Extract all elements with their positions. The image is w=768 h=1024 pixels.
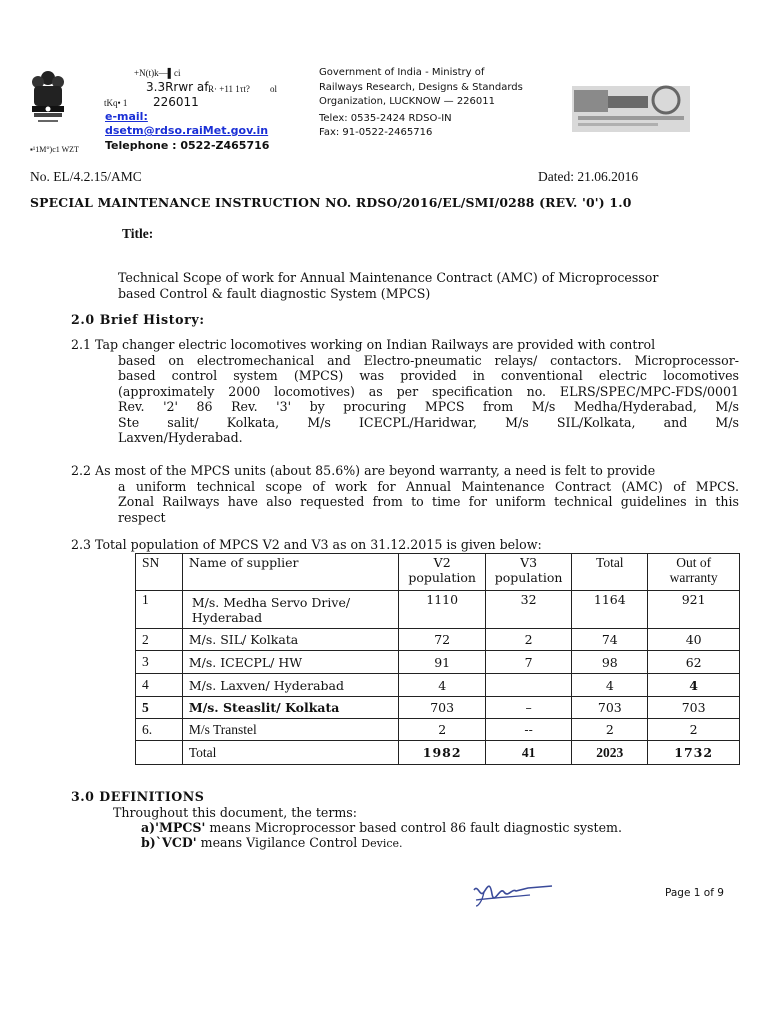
paragraph-2-2 bbox=[71, 463, 739, 525]
paragraph-2-2-line: a uniform technical scope of work for Annual Maintenance Contract (AMC) of MPCS. bbox=[118, 478, 739, 494]
definition-a bbox=[141, 820, 622, 835]
title-text-line-2: based Control & fault diagnostic System (MPCS) bbox=[118, 286, 431, 301]
cell-supplier: M/s. Medha Servo Drive/ Hyderabad bbox=[182, 591, 399, 629]
cell-supplier: M/s. ICECPL/ HW bbox=[182, 651, 399, 674]
paragraph-2-2-first-line: 2.2 As most of the MPCS units (about 85.6%) are beyond warranty, a need is felt to provide bbox=[71, 463, 656, 478]
paragraph-2-1-line: Ste salit/ Kolkata, M/s ICECPL/Haridwar, M/s SIL/Kolkata, and M/s bbox=[118, 414, 739, 430]
definition-b-tail: Device. bbox=[361, 837, 403, 850]
header-sn: SN bbox=[136, 554, 183, 591]
paragraph-2-3: 2.3 Total population of MPCS V2 and V3 as on 31.12.2015 is given below: bbox=[71, 537, 542, 552]
org-address-line-2: Railways Research, Designs & Standards bbox=[319, 81, 523, 93]
cell-total: 2 bbox=[572, 719, 648, 741]
letterhead-hindi-line-1: +N(t)k—▌ci bbox=[134, 68, 181, 78]
section-2-heading: 2.0 Brief History: bbox=[71, 312, 205, 327]
table-row bbox=[136, 651, 740, 674]
letterhead-hindi-line-2: 3.3Rrwr аf bbox=[146, 80, 209, 94]
definition-a-term: a)'MPCS' bbox=[141, 820, 206, 835]
cell-supplier-text: M/s. Steaslit/ Kolkata bbox=[188, 700, 340, 715]
cell-v2: 2 bbox=[399, 719, 485, 741]
cell-total-label: Total bbox=[182, 741, 399, 765]
cell-v3: 7 bbox=[485, 651, 571, 674]
cell-v2-total: 1982 bbox=[399, 741, 485, 765]
email-link[interactable]: dsetm@rdso.raiMet.gov.in bbox=[105, 124, 269, 137]
rdso-logo-icon bbox=[572, 78, 690, 138]
cell-v3: – bbox=[485, 697, 571, 719]
org-address-line-3: Organization, LUCKNOW — 226011 bbox=[319, 96, 495, 107]
definition-b bbox=[141, 835, 403, 850]
cell-v2: 91 bbox=[399, 651, 485, 674]
cell-v3: 2 bbox=[485, 629, 571, 651]
cell-total: 1164 bbox=[572, 591, 648, 629]
paragraph-2-1-line: based control system (MPCS) was provided in conventional electric locomotives bbox=[118, 368, 739, 383]
cell-total: 98 bbox=[572, 651, 648, 674]
letterhead-pincode: 226011 bbox=[153, 95, 199, 109]
cell-grand-total: 2023 bbox=[572, 741, 648, 765]
cell-out-of-warranty-total: 1732 bbox=[648, 741, 740, 765]
paragraph-2-1-line: Rev. '2' 86 Rev. '3' by procuring MPCS from M/s Medha/Hyderabad, M/s bbox=[118, 399, 739, 414]
cell-out-of-warranty: 40 bbox=[648, 629, 740, 651]
paragraph-2-1-line: based on electromechanical and Electro-pneumatic relays/ contactors. Microprocessor- bbox=[118, 352, 739, 368]
cell-out-of-warranty: 921 bbox=[648, 591, 740, 629]
cell-out-of-warranty: 62 bbox=[648, 651, 740, 674]
cell-total: 4 bbox=[572, 674, 648, 697]
cell-v3 bbox=[485, 674, 571, 697]
table-row bbox=[136, 674, 740, 697]
definition-b-term: b)`VCD' bbox=[141, 835, 197, 850]
cell-sn: 5 bbox=[136, 697, 183, 719]
cell-total: 703 bbox=[572, 697, 648, 719]
cell-total: 74 bbox=[572, 629, 648, 651]
header-v2-population: V2 population bbox=[399, 554, 485, 591]
cell-sn: 6. bbox=[136, 719, 183, 741]
cell-v3: 32 bbox=[485, 591, 571, 629]
paragraph-2-2-line: Zonal Railways have also requested from to time for uniform technical guidelines in this bbox=[118, 494, 739, 509]
cell-sn: 4 bbox=[136, 674, 183, 697]
header-out-of-warranty: Out of warranty bbox=[648, 554, 740, 591]
cell-out-of-warranty: 4 bbox=[648, 674, 740, 697]
cell-supplier: M/s Transtel bbox=[182, 719, 399, 741]
signature-icon bbox=[470, 876, 554, 910]
mpcs-population-table bbox=[135, 553, 740, 765]
org-address bbox=[319, 66, 523, 110]
header-total: Total bbox=[572, 554, 648, 591]
email-label: e-mail: bbox=[105, 110, 148, 123]
telephone-number: Telephone : 0522-Z465716 bbox=[105, 139, 270, 152]
cell-supplier: M/s. SIL/ Kolkata bbox=[182, 629, 399, 651]
paragraph-2-2-line: respect bbox=[118, 509, 166, 525]
fax-number: Fax: 91-0522-2465716 bbox=[319, 127, 433, 138]
paragraph-2-1-line: (approximately 2000 locomotives) as per specification no. ELRS/SPEC/MPC-FDS/0001 bbox=[118, 383, 739, 399]
paragraph-2-1-line: Laxven/Hyderabad. bbox=[118, 430, 243, 445]
title-label: Title: bbox=[122, 226, 154, 241]
letterhead-hindi-line-3a: tKq• 1 bbox=[104, 98, 128, 108]
table-total-row bbox=[136, 741, 740, 765]
document-heading: SPECIAL MAINTENANCE INSTRUCTION NO. RDSO/2016/EL/SMI/0288 (REV. '0') 1.0 bbox=[30, 195, 632, 210]
page-number: Page 1 of 9 bbox=[665, 887, 724, 899]
cell-supplier: M/s. Laxven/ Hyderabad bbox=[182, 674, 399, 697]
cell-sn: 3 bbox=[136, 651, 183, 674]
cell-v2: 1110 bbox=[399, 591, 485, 629]
header-v3-population: V3 population bbox=[485, 554, 571, 591]
letterhead-hindi-line-2c: ol bbox=[270, 84, 278, 94]
reference-number: No. EL/4.2.15/AMC bbox=[30, 169, 142, 184]
table-header-row bbox=[136, 554, 740, 591]
cell-sn: 1 bbox=[136, 591, 183, 629]
table-row bbox=[136, 697, 740, 719]
rdso-logo bbox=[572, 78, 690, 138]
national-emblem-icon bbox=[28, 68, 68, 150]
cell-sn bbox=[136, 741, 183, 765]
table-row bbox=[136, 629, 740, 651]
cell-v3: -- bbox=[485, 719, 571, 741]
title-text-line-1: Technical Scope of work for Annual Maintenance Contract (AMC) of Microprocessor bbox=[118, 270, 659, 285]
cell-supplier bbox=[182, 697, 399, 719]
letterhead-hindi-line-2b: ´R· +11 1τt? bbox=[205, 84, 250, 94]
section-3-heading: 3.0 DEFINITIONS bbox=[71, 789, 205, 804]
cell-out-of-warranty: 2 bbox=[648, 719, 740, 741]
cell-v2: 4 bbox=[399, 674, 485, 697]
cell-v3-total: 41 bbox=[485, 741, 571, 765]
cell-v2: 703 bbox=[399, 697, 485, 719]
org-address-line-1: Government of India - Ministry of bbox=[319, 67, 485, 78]
paragraph-2-1 bbox=[71, 337, 739, 446]
paragraph-2-1-first-line: 2.1 Tap changer electric locomotives working on Indian Railways are provided with control bbox=[71, 337, 656, 352]
table-row bbox=[136, 719, 740, 741]
cell-sn: 2 bbox=[136, 629, 183, 651]
cell-out-of-warranty: 703 bbox=[648, 697, 740, 719]
definition-a-text: means Microprocessor based control 86 fault diagnostic system. bbox=[205, 820, 622, 835]
definition-b-text: means Vigilance Control bbox=[196, 835, 362, 850]
telex-number: Telex: 0535-2424 RDSO-IN bbox=[319, 113, 452, 124]
emblem-caption: ▪¹1M°)c1 WZT bbox=[30, 145, 79, 154]
cell-v2: 72 bbox=[399, 629, 485, 651]
header-supplier: Name of supplier bbox=[182, 554, 399, 591]
document-date: Dated: 21.06.2016 bbox=[538, 169, 639, 184]
definitions-intro: Throughout this document, the terms: bbox=[113, 805, 358, 820]
table-row bbox=[136, 591, 740, 629]
